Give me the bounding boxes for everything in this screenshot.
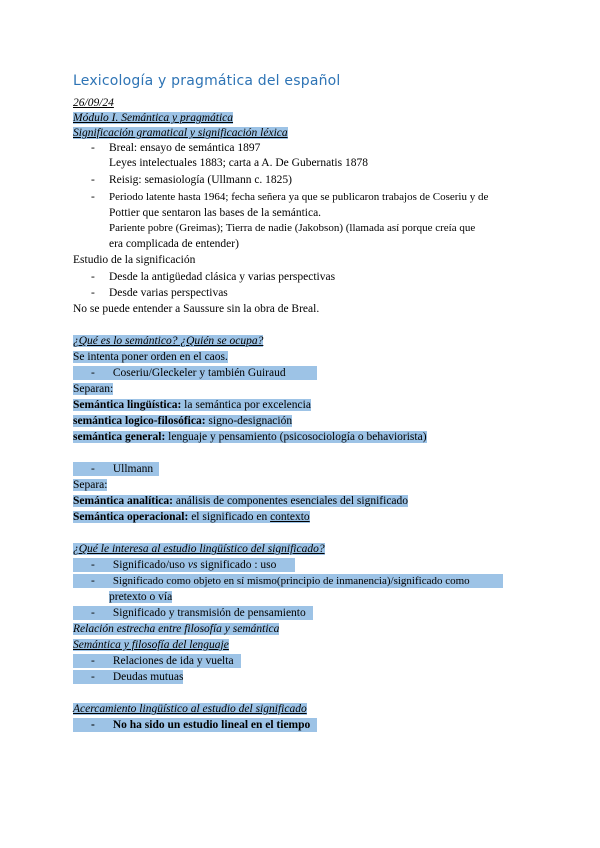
list-item-highlighted [73,574,503,588]
list-item-highlighted [73,718,317,732]
list-item-label: Significado y transmisión de pensamiento [112,607,306,619]
definition [73,399,311,411]
list-item-label: Relaciones de ida y vuelta [112,655,234,667]
definition [73,495,408,507]
definition-term: semántica general: [73,431,166,443]
definition-term: semántica logico-filosófica: [73,415,206,427]
list-item-highlighted [73,366,317,380]
bullet: - [91,719,95,731]
definition-text: el significado en [188,511,271,523]
definition-term: Semántica operacional: [73,511,189,523]
list-item-label: No ha sido un estudio lineal en el tiempo [112,719,311,731]
list-item-highlighted [73,462,159,476]
definition [73,511,310,523]
section-heading-interesa: ¿Qué le interesa al estudio lingüístico del significado? [73,543,325,555]
list-item: Desde varias perspectivas [109,287,228,299]
date: 26/09/24 [73,97,114,109]
subheading: Semántica y filosofía del lenguaje [73,639,229,651]
list-item-highlighted [73,670,183,684]
list-item-highlighted [73,606,313,620]
paragraph: No se puede entender a Saussure sin la obra de Breal. [73,303,320,315]
bullet: - [91,607,95,619]
bullet: - [91,287,95,299]
paragraph-italic: Relación estrecha entre filosofía y semántica [73,623,280,635]
document-title: Lexicología y pragmática del español [73,73,341,89]
list-item: Periodo latente hasta 1964; fecha señera ya que se publicaron trabajos de Coseriu y de [109,191,489,203]
list-item-highlighted [73,654,241,668]
definition-link-text: contexto [270,511,310,523]
paragraph: Estudio de la significación [73,254,196,266]
bullet: - [91,671,95,683]
definition-term: Semántica analítica: [73,495,173,507]
list-item-continued: Pariente pobre (Greimas); Tierra de nadie (Jakobson) (llamada así porque creía que [109,222,476,234]
list-item-continued: pretexto o vía [109,591,173,603]
list-item-label: Deudas mutuas [112,671,184,683]
definition [73,415,292,427]
paragraph: Se intenta poner orden en el caos. [73,351,228,363]
list-item-highlighted [73,558,295,572]
section-heading-significacion: Significación gramatical y significación léxica [73,127,288,139]
bullet: - [91,575,95,587]
bullet: - [91,463,95,475]
list-item-label: Significado como objeto en sí mismo(principio de inmanencia)/significado como [112,575,470,587]
definition-text: signo-designación [205,415,293,427]
list-item: Desde la antigüedad clásica y varias perspectivas [109,271,336,283]
list-item-continued: Pottier que sentaron las bases de la semántica. [109,207,322,219]
paragraph: Separa: [73,479,108,491]
bullet: - [91,174,95,186]
bullet: - [91,559,95,571]
list-item: Reisig: semasiología (Ullmann c. 1825) [109,174,293,186]
section-heading-acercamiento: Acercamiento lingüístico al estudio del significado [73,703,307,715]
module-heading: Módulo I. Semántica y pragmática [73,112,234,124]
bullet: - [91,367,95,379]
section-heading-que-es: ¿Qué es lo semántico? ¿Quién se ocupa? [73,335,264,347]
list-item-label: significado : uso [197,559,277,571]
bullet: - [91,271,95,283]
definition-text: análisis de componentes esenciales del significado [172,495,409,507]
bullet: - [91,142,95,154]
bullet: - [91,191,95,203]
list-item-continued: era complicada de entender) [109,238,239,250]
list-item-label: Ullmann [112,463,154,475]
paragraph: Separan: [73,383,114,395]
definition-term: Semántica lingüística: [73,399,182,411]
bullet: - [91,655,95,667]
list-item-label: Significado/uso [112,559,188,571]
definition-text: lenguaje y pensamiento (psicosociología o behaviorista) [165,431,427,443]
definition-text: la semántica por excelencia [181,399,311,411]
list-item: Breal: ensayo de semántica 1897 [109,142,261,154]
list-item-emphasis: vs [187,559,198,571]
list-item-continued: Leyes intelectuales 1883; carta a A. De Gubernatis 1878 [109,157,368,169]
list-item-label: Coseriu/Gleckeler y también Guiraud [112,367,286,379]
definition [73,431,427,443]
